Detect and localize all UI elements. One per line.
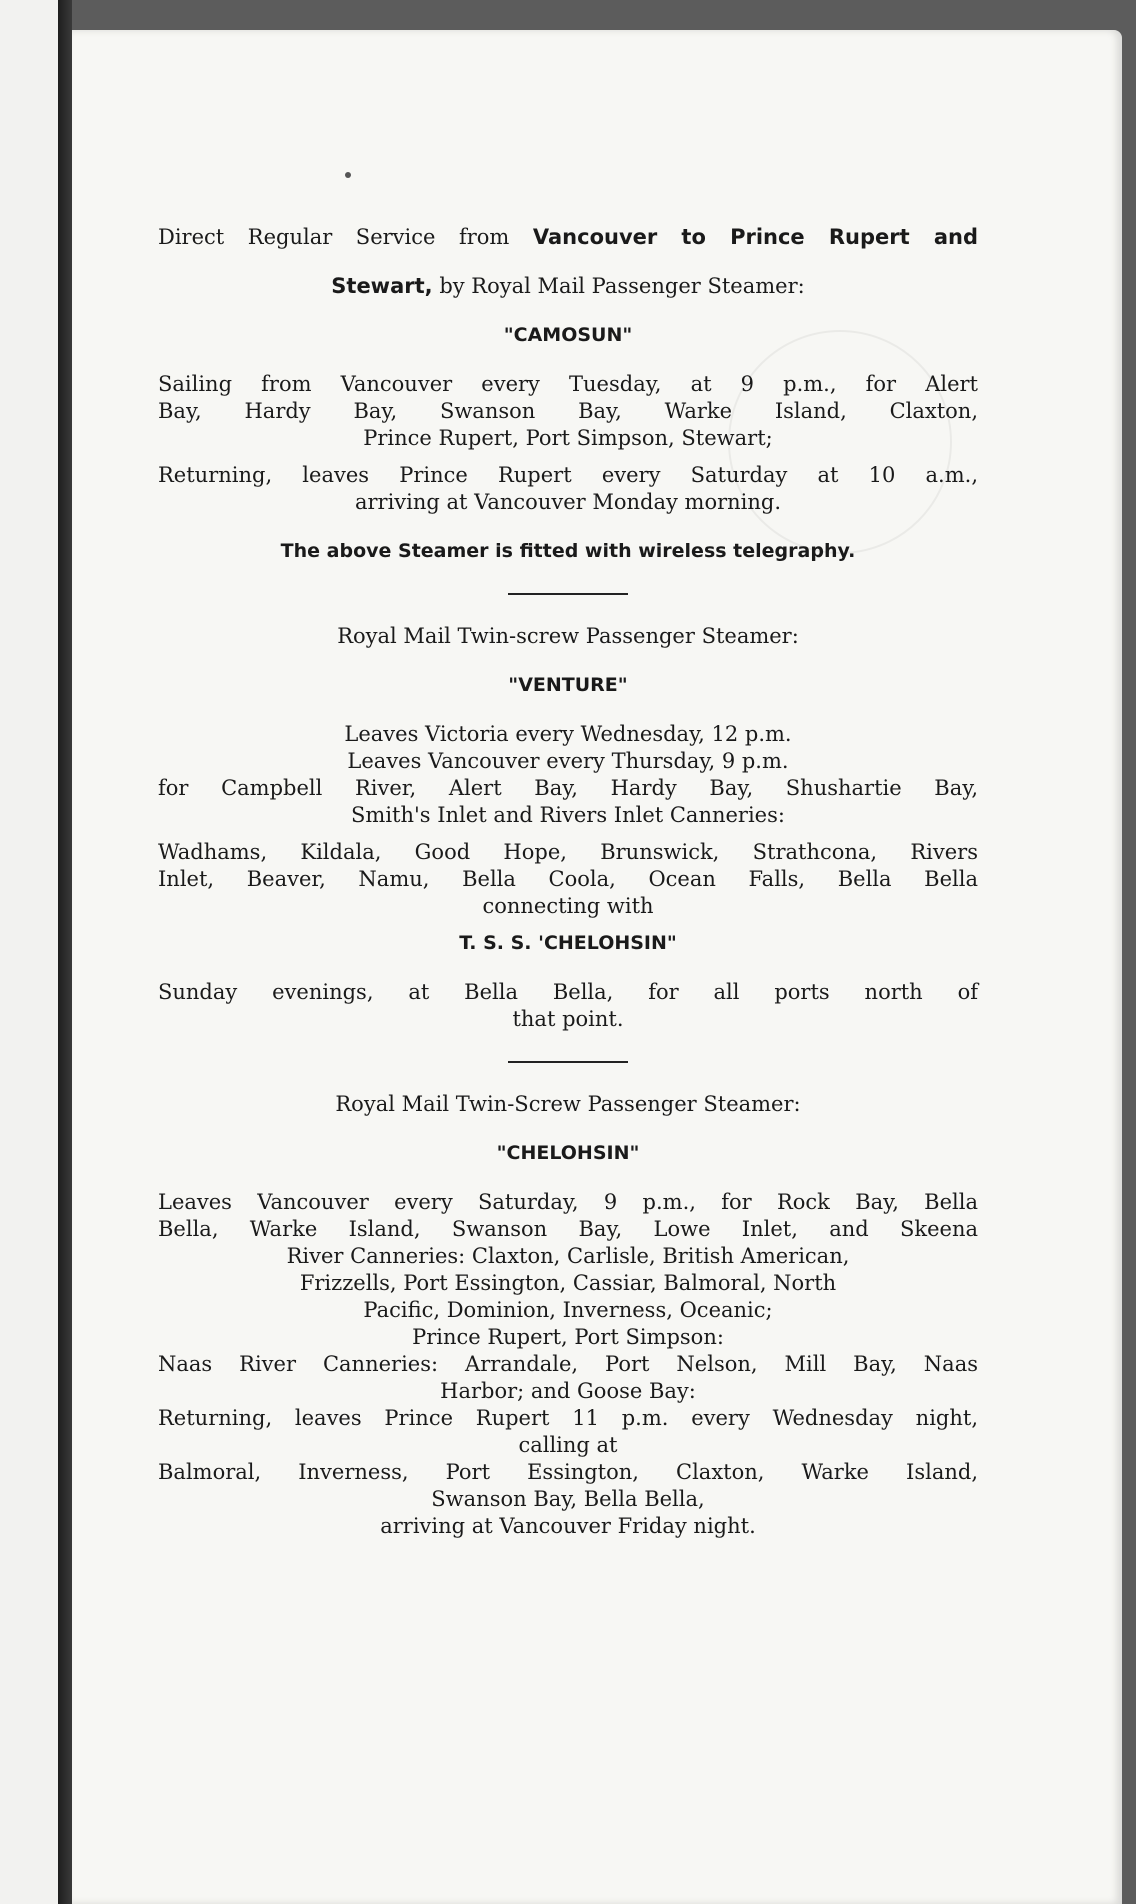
chelohsin-leaves-1: Leaves Vancouver every Saturday, 9 p.m., for Rock Bay, Bella <box>158 1190 978 1214</box>
chelohsin-returning-2: calling at <box>518 1433 618 1457</box>
intro-line-2-bold: Stewart, <box>331 274 433 298</box>
venture-heading: Royal Mail Twin-screw Passenger Steamer: <box>337 624 799 648</box>
chelohsin-heading: Royal Mail Twin-Screw Passenger Steamer: <box>335 1092 801 1116</box>
chelohsin-naas-2: Harbor; and Goose Bay: <box>440 1379 696 1403</box>
section-divider-2 <box>508 1061 628 1063</box>
intro-line-1 <box>158 224 978 251</box>
camosun-sailing-1: Sailing from Vancouver every Tuesday, at 9 p.m., for Alert <box>158 372 978 396</box>
wireless-note: The above Steamer is fitted with wireless telegraphy. <box>280 540 856 562</box>
venture-sunday-1: Sunday evenings, at Bella Bella, for all ports north of <box>158 980 978 1004</box>
camosun-sailing-2: Bay, Hardy Bay, Swanson Bay, Warke Island, Claxton, <box>158 399 978 423</box>
venture-leaves-2: Leaves Vancouver every Thursday, 9 p.m. <box>347 749 789 773</box>
ship-name-venture: "VENTURE" <box>508 674 628 696</box>
paper-speck <box>345 172 351 178</box>
ship-name-chelohsin: "CHELOHSIN" <box>496 1142 640 1164</box>
chelohsin-calling-3: arriving at Vancouver Friday night. <box>380 1514 756 1538</box>
chelohsin-returning-1: Returning, leaves Prince Rupert 11 p.m. every Wednesday night, <box>158 1406 978 1430</box>
chelohsin-leaves-5: Pacific, Dominion, Inverness, Oceanic; <box>363 1298 773 1322</box>
intro-line-1-bold: Vancouver to Prince Rupert and <box>532 225 978 249</box>
chelohsin-leaves-6: Prince Rupert, Port Simpson: <box>412 1325 724 1349</box>
chelohsin-naas-1: Naas River Canneries: Arrandale, Port Nelson, Mill Bay, Naas <box>158 1352 978 1376</box>
venture-ports-2: Smith's Inlet and Rivers Inlet Canneries: <box>351 803 785 827</box>
ship-name-camosun: "CAMOSUN" <box>503 324 633 346</box>
venture-canneries-2: Inlet, Beaver, Namu, Bella Coola, Ocean Falls, Bella Bella <box>158 867 978 891</box>
venture-canneries-1: Wadhams, Kildala, Good Hope, Brunswick, Strathcona, Rivers <box>158 840 978 864</box>
intro-line-1-plain: Direct Regular Service from <box>158 225 510 249</box>
camosun-returning-1: Returning, leaves Prince Rupert every Saturday at 10 a.m., <box>158 463 978 487</box>
venture-sunday-2: that point. <box>512 1007 624 1031</box>
section-divider-1 <box>508 593 628 595</box>
chelohsin-leaves-3: River Canneries: Claxton, Carlisle, British American, <box>286 1244 850 1268</box>
venture-leaves-1: Leaves Victoria every Wednesday, 12 p.m. <box>344 722 792 746</box>
intro-line-2-plain: by Royal Mail Passenger Steamer: <box>439 274 805 298</box>
venture-ports-1: for Campbell River, Alert Bay, Hardy Bay, Shushartie Bay, <box>158 776 978 800</box>
page-content <box>158 224 978 1540</box>
camosun-returning-2: arriving at Vancouver Monday morning. <box>354 490 782 514</box>
intro-line-2 <box>158 273 978 300</box>
chelohsin-calling-1: Balmoral, Inverness, Port Essington, Claxton, Warke Island, <box>158 1460 978 1484</box>
camosun-sailing-3: Prince Rupert, Port Simpson, Stewart; <box>363 426 773 450</box>
chelohsin-leaves-4: Frizzells, Port Essington, Cassiar, Balmoral, North <box>299 1271 837 1295</box>
chelohsin-calling-2: Swanson Bay, Bella Bella, <box>431 1487 705 1511</box>
book-gutter <box>58 0 72 1904</box>
venture-canneries-3: connecting with <box>482 894 654 918</box>
chelohsin-leaves-2: Bella, Warke Island, Swanson Bay, Lowe Inlet, and Skeena <box>158 1217 978 1241</box>
ship-name-tss-chelohsin: T. S. S. 'CHELOHSIN" <box>459 932 677 954</box>
